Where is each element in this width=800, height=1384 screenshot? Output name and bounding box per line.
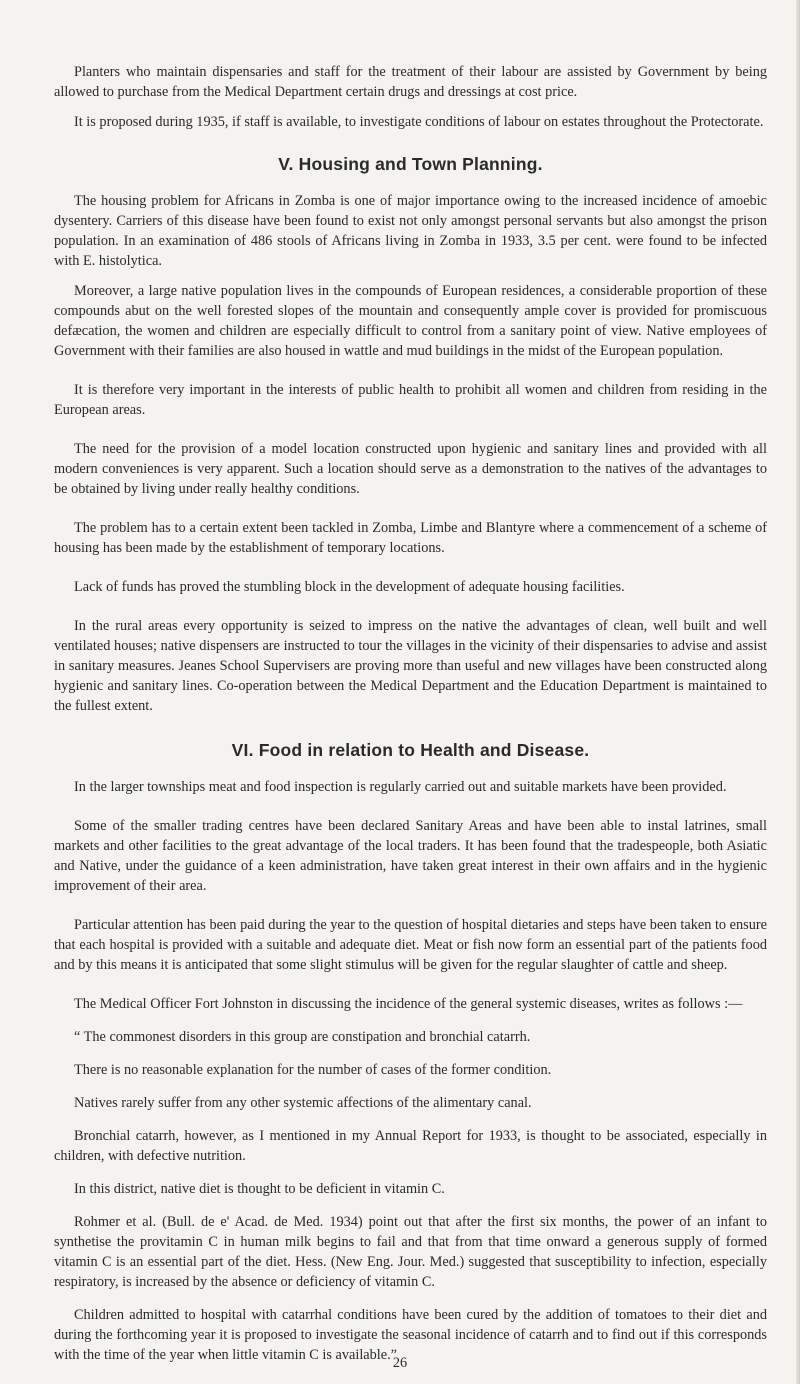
quote-paragraph: Bronchial catarrh, however, as I mentioned in my Annual Report for 1933, is thought to be associated, especially in children, with defective nutrition. [54,1128,767,1164]
quote-paragraph: In this district, native diet is thought to be deficient in vitamin C. [74,1181,445,1197]
section-heading-housing: V. Housing and Town Planning. [278,154,543,174]
paragraph: It is therefore very important in the interests of public health to prohibit all women and children from residing in the European areas. [54,382,767,418]
paragraph: In the larger townships meat and food inspection is regularly carried out and suitable markets have been provided. [74,779,727,795]
paragraph: Moreover, a large native population lives in the compounds of European residences, a considerable proportion of these compounds abut on the well forested slopes of the mountain and consequently ample cover is provided for promiscuous defæcation, the women and children are especially difficult to control from a sanitary point of view. Native employees of Government with their families are also housed in wattle and mud buildings in the midst of the European population. [54,283,767,359]
paragraph: The need for the provision of a model location constructed upon hygienic and sanitary lines and provided with all modern conveniences is very apparent. Such a location should serve as a demonstration to the natives of the advantages to be obtained by living under really healthy conditions. [54,441,767,497]
page-edge-shadow [796,0,800,1384]
paragraph: Planters who maintain dispensaries and staff for the treatment of their labour are assisted by Government by being allowed to purchase from the Medical Department certain drugs and dressings at cost price. [54,64,767,100]
quote-paragraph: “ The commonest disorders in this group are constipation and bronchial catarrh. [74,1029,531,1045]
paragraph: Lack of funds has proved the stumbling block in the development of adequate housing facilities. [74,579,625,595]
paragraph: The Medical Officer Fort Johnston in discussing the incidence of the general systemic diseases, writes as follows :— [74,996,743,1012]
paragraph: The housing problem for Africans in Zomba is one of major importance owing to the increased incidence of amoebic dysentery. Carriers of this disease have been found to exist not only amongst personal servants but also amongst the prison population. In an examination of 486 stools of Africans living in Zomba in 1933, 3.5 per cent. were found to be infected with E. histolytica. [54,193,767,269]
quote-paragraph: There is no reasonable explanation for the number of cases of the former condition. [74,1062,552,1078]
paragraph: In the rural areas every opportunity is seized to impress on the native the advantages of clean, well built and well ventilated houses; native dispensers are instructed to tour the villages in the vicinity of their dispensaries to advise and assist in sanitary measures. Jeanes School Supervisers are proving more than useful and new villages have been constructed along hygienic and sanitary lines. Co-operation between the Medical Department and the Education Department is maintained to the fullest extent. [54,618,767,714]
paragraph: It is proposed during 1935, if staff is available, to investigate conditions of labour on estates throughout the Protectorate. [74,114,764,130]
paragraph: The problem has to a certain extent been tackled in Zomba, Limbe and Blantyre where a commencement of a scheme of housing has been made by the establishment of temporary locations. [54,520,767,556]
quote-paragraph: Natives rarely suffer from any other systemic affections of the alimentary canal. [74,1095,532,1111]
paragraph: Particular attention has been paid during the year to the question of hospital dietaries and steps have been taken to ensure that each hospital is provided with a suitable and adequate diet. Meat or fish now form an essential part of the patients food and by this means it is anticipated that some slight stimulus will be given for the regular slaughter of cattle and sheep. [54,917,767,973]
quote-paragraph: Children admitted to hospital with catarrhal conditions have been cured by the addition of tomatoes to their diet and during the forthcoming year it is proposed to investigate the seasonal incidence of catarrh and to find out if this corresponds with the time of the year when little vitamin C is available.” [54,1307,767,1363]
quote-paragraph: Rohmer et al. (Bull. de e' Acad. de Med. 1934) point out that after the first six months, the power of an infant to synthetise the provitamin C in human milk begins to fail and that from that time onward a generous supply of formed vitamin C is an essential part of the diet. Hess. (New Eng. Jour. Med.) suggested that susceptibility to infection, especially respiratory, is increased by the absence or deficiency of vitamin C. [54,1214,767,1290]
page-number: 26 [392,1355,408,1371]
quotation [54,1027,767,1365]
section-heading-food: VI. Food in relation to Health and Disease. [231,740,590,760]
paragraph: Some of the smaller trading centres have been declared Sanitary Areas and have been able to instal latrines, small markets and other facilities to the great advantage of the local traders. It has been found that the tradespeople, both Asiatic and Native, under the guidance of a keen administration, have taken great interest in their own affairs and in the hygienic improvement of their area. [54,818,767,894]
